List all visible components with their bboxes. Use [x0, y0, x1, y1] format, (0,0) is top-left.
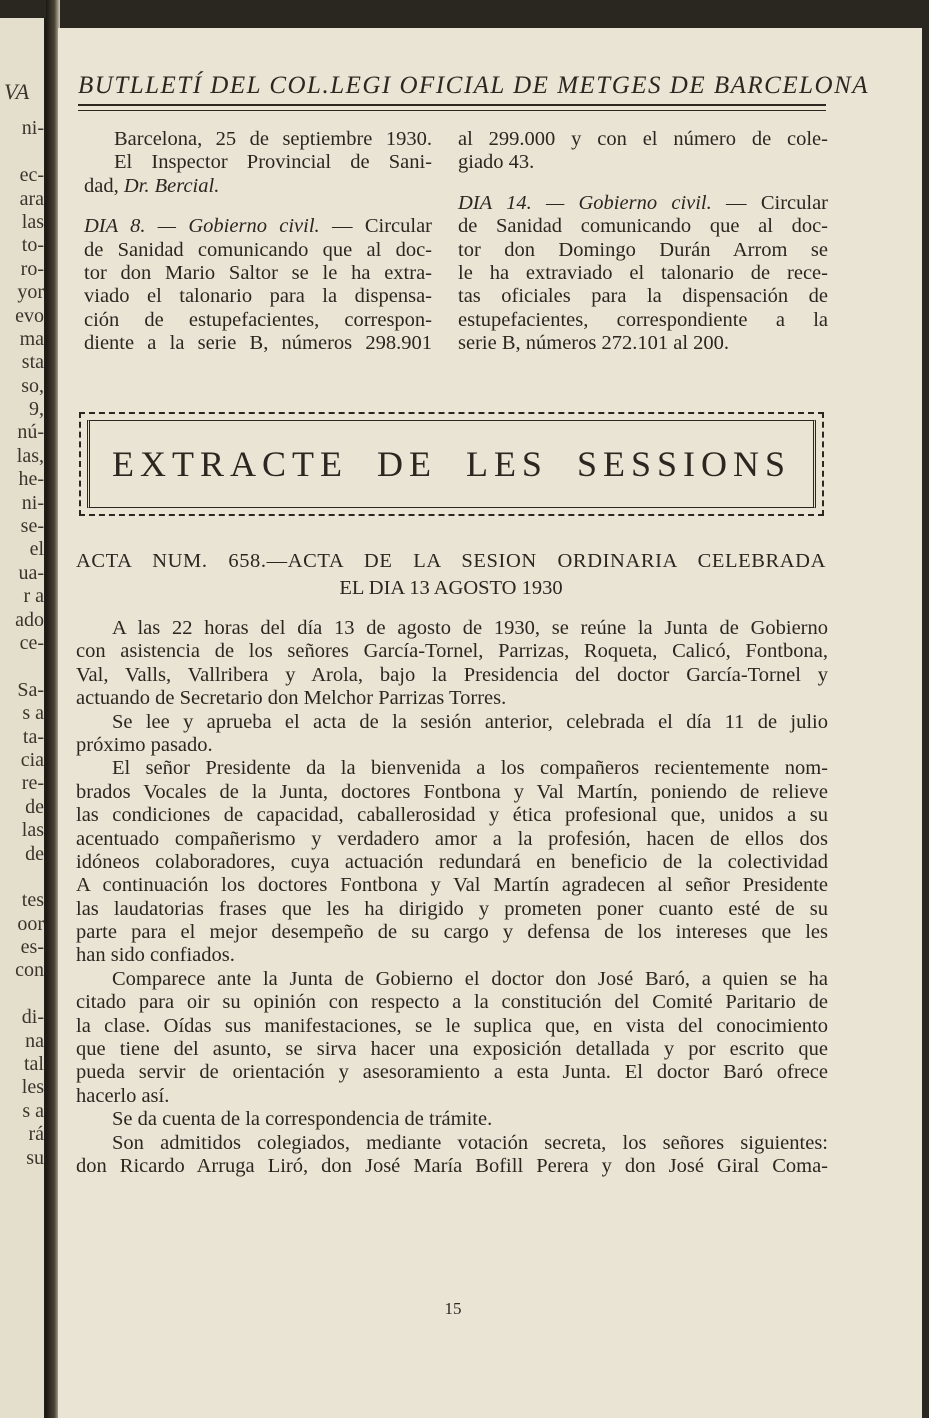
facing-page-line-fragment: las: [21, 819, 44, 842]
facing-page-line-fragment: ni-: [21, 491, 44, 514]
header-rule-thin: [78, 110, 826, 111]
entry-line: tor don Domingo Durán Arrom se: [458, 238, 828, 261]
minutes-heading: [76, 548, 826, 602]
minutes-line: la clase. Oídas sus manifestaciones, se le suplica que, en vista del conocimiento: [76, 1014, 828, 1037]
entry-line: diente a la serie B, números 298.901: [84, 332, 432, 355]
facing-page-line-fragment: tal: [24, 1053, 44, 1076]
facing-page-line-fragment: de: [25, 795, 44, 818]
facing-page-line-fragment: Sa-: [17, 678, 44, 701]
facing-page-line-fragment: es-: [20, 936, 44, 959]
minutes-line: Val, Valls, Vallribera y Arola, bajo la Presidencia del doctor García-Tornel y: [76, 663, 828, 686]
entry-line: le ha extraviado el talonario de rece-: [458, 261, 828, 284]
left-column: [84, 128, 432, 356]
minutes-line: las condiciones de capacidad, caballerosidad y ética profesional que, unidos a su: [76, 804, 828, 827]
minutes-line: próximo pasado.: [76, 733, 213, 756]
facing-page-line-fragment: su: [26, 1146, 44, 1169]
entry-line: de Sanidad comunicando que al doc-: [458, 215, 828, 238]
facing-page-line-fragment: ua-: [18, 561, 44, 584]
facing-page-line-fragment: to-: [21, 234, 44, 257]
entry-line: ción de estupefacientes, correspon-: [84, 308, 432, 331]
minutes-line: Se lee y aprueba el acta de la sesión anterior, celebrada el día 11 de julio: [112, 710, 828, 733]
minutes-heading-line: ACTA NUM. 658.—ACTA DE LA SESION ORDINARIA CELEBRADA: [76, 550, 826, 572]
minutes-body: [76, 616, 828, 1177]
signoff-line: Barcelona, 25 de septiembre 1930.: [114, 128, 432, 150]
entry-first-line: DIA 8. — Gobierno civil. — Circular: [84, 215, 433, 238]
minutes-line: acentuado compañerismo y verdadero amor a la profesión, hacen de ellos dos: [76, 827, 828, 850]
entry-line: viado el talonario para la dispensa-: [84, 285, 432, 308]
facing-page-line-fragment: el: [29, 538, 44, 561]
facing-page-line-fragment: se-: [20, 515, 44, 538]
facing-running-head-fragment: VA: [4, 79, 30, 104]
running-head: BUTLLETÍ DEL COL.LEGI OFICIAL DE METGES DE BARCELONA: [78, 72, 870, 99]
minutes-line: idóneos colaboradores, cuya actuación redundará en beneficio de la colectividad: [76, 850, 828, 873]
continuation-line: al 299.000 y con el número de cole-: [458, 128, 828, 150]
facing-page-line-fragment: ara: [19, 187, 44, 210]
facing-page-line-fragment: ma: [19, 327, 44, 350]
facing-page-line-fragment: [4, 983, 44, 1006]
facing-page-line-fragment: re-: [21, 772, 44, 795]
entry-line: tor don Mario Saltor se le ha extra-: [84, 261, 432, 284]
minutes-line: El señor Presidente da la bienvenida a los compañeros recientemente nom-: [112, 757, 828, 780]
facing-page-edge: [0, 18, 46, 1418]
facing-page-line-fragment: ta-: [22, 725, 44, 748]
facing-page-line-fragment: tes: [21, 889, 44, 912]
signoff-line: dad, Dr. Bercial.: [84, 174, 220, 197]
section-banner-frame: [87, 420, 816, 508]
minutes-line: las laudatorias frases que les ha dirigido y prometen poner cuanto esté de su: [76, 897, 828, 920]
facing-page-line-fragment: de: [25, 842, 44, 865]
entry-first-line: DIA 14. — Gobierno civil. — Circular: [458, 191, 828, 214]
facing-page-line-fragment: s a: [22, 702, 44, 725]
facing-page-line-fragment: [4, 141, 44, 164]
signoff-line: El Inspector Provincial de Sani-: [114, 151, 432, 174]
facing-page-line-fragment: so,: [21, 374, 44, 397]
entry-line: serie B, números 272.101 al 200.: [458, 332, 730, 355]
facing-page-line-fragment: las,: [16, 444, 44, 467]
entry-date-label: DIA 8. — Gobierno civil.: [84, 215, 320, 238]
facing-page-line-fragment: [4, 655, 44, 678]
minutes-heading-line: EL DIA 13 AGOSTO 1930: [339, 577, 563, 599]
minutes-line: don Ricardo Arruga Liró, don José María Bofill Perera y don José Giral Coma-: [76, 1154, 828, 1177]
page-number: 15: [444, 1299, 462, 1318]
continuation-line: giado 43.: [458, 151, 535, 174]
facing-page-line-fragment: rá: [28, 1123, 44, 1146]
facing-page-line-fragment: r a: [23, 585, 44, 608]
facing-page-line-fragment: ce-: [19, 631, 44, 654]
journal-page: [58, 28, 922, 1418]
minutes-line: A continuación los doctores Fontbona y Val Martín agradecen al señor Presidente: [76, 874, 828, 897]
minutes-line: parte para el mejor desempeño de su cargo y defensa de los intereses que les: [76, 921, 828, 944]
entry-line: tas oficiales para la dispensación de: [458, 285, 828, 308]
minutes-line: Comparece ante la Junta de Gobierno el doctor don José Baró, a quien se ha: [112, 967, 828, 990]
facing-page-line-fragment: cia: [20, 748, 44, 771]
facing-page-line-fragment: con: [15, 959, 44, 982]
facing-page-line-fragment: na: [25, 1029, 44, 1052]
section-banner: [79, 412, 824, 516]
entry-line: de Sanidad comunicando que al doc-: [84, 238, 432, 261]
facing-page-line-fragment: [4, 866, 44, 889]
minutes-line: hacerlo así.: [76, 1084, 170, 1107]
facing-page-line-fragment: oor: [17, 912, 44, 935]
facing-page-line-fragment: las: [21, 210, 44, 233]
minutes-line: brados Vocales de la Junta, doctores Fontbona y Val Martín, poniendo de relieve: [76, 780, 828, 803]
minutes-line: Son admitidos colegiados, mediante votación secreta, los señores siguientes:: [112, 1131, 828, 1154]
minutes-line: pueda servir de orientación y asesoramiento a esta Junta. El doctor Baró ofrece: [76, 1061, 828, 1084]
facing-page-line-fragment: ni-: [21, 117, 44, 140]
section-title: EXTRACTE DE LES SESSIONS: [111, 444, 792, 484]
facing-page-line-fragment: ro-: [20, 257, 44, 280]
minutes-line: A las 22 horas del día 13 de agosto de 1930, se reúne la Junta de Gobierno: [112, 617, 828, 639]
minutes-line: Se da cuenta de la correspondencia de trámite.: [112, 1108, 493, 1131]
facing-page-line-fragment: s a: [22, 1099, 44, 1122]
minutes-line: que tiene del asunto, se sirva hacer una exposición detallada y por escrito que: [76, 1038, 828, 1061]
right-column: [458, 128, 828, 356]
minutes-line: actuando de Secretario don Melchor Parrizas Torres.: [76, 687, 507, 710]
facing-page-line-fragment: evo: [15, 304, 44, 327]
minutes-line: han sido confiados.: [76, 944, 235, 967]
facing-page-line-fragment: di-: [21, 1006, 44, 1029]
facing-page-line-fragment: ec-: [19, 164, 44, 187]
header-rule: [78, 104, 826, 106]
minutes-line: citado para oir su opinión con respecto a la constitución del Comité Paritario de: [76, 991, 828, 1014]
signoff-name: Dr. Bercial.: [123, 174, 220, 197]
minutes-line: con asistencia de los señores García-Tornel, Parrizas, Roqueta, Calicó, Fontbona,: [76, 640, 828, 663]
facing-page-line-fragment: sta: [21, 351, 44, 374]
facing-page-line-fragment: he-: [18, 468, 44, 491]
facing-page-line-fragment: les: [21, 1076, 44, 1099]
entry-line: estupefacientes, correspondiente a la: [458, 308, 828, 331]
facing-page-line-fragment: 9,: [29, 398, 44, 421]
facing-page-fragments: [4, 18, 44, 1170]
entry-date-label: DIA 14. — Gobierno civil.: [458, 191, 712, 214]
facing-page-line-fragment: yor: [17, 281, 44, 304]
facing-page-line-fragment: ado: [15, 608, 44, 631]
facing-page-line-fragment: nú-: [17, 421, 44, 444]
